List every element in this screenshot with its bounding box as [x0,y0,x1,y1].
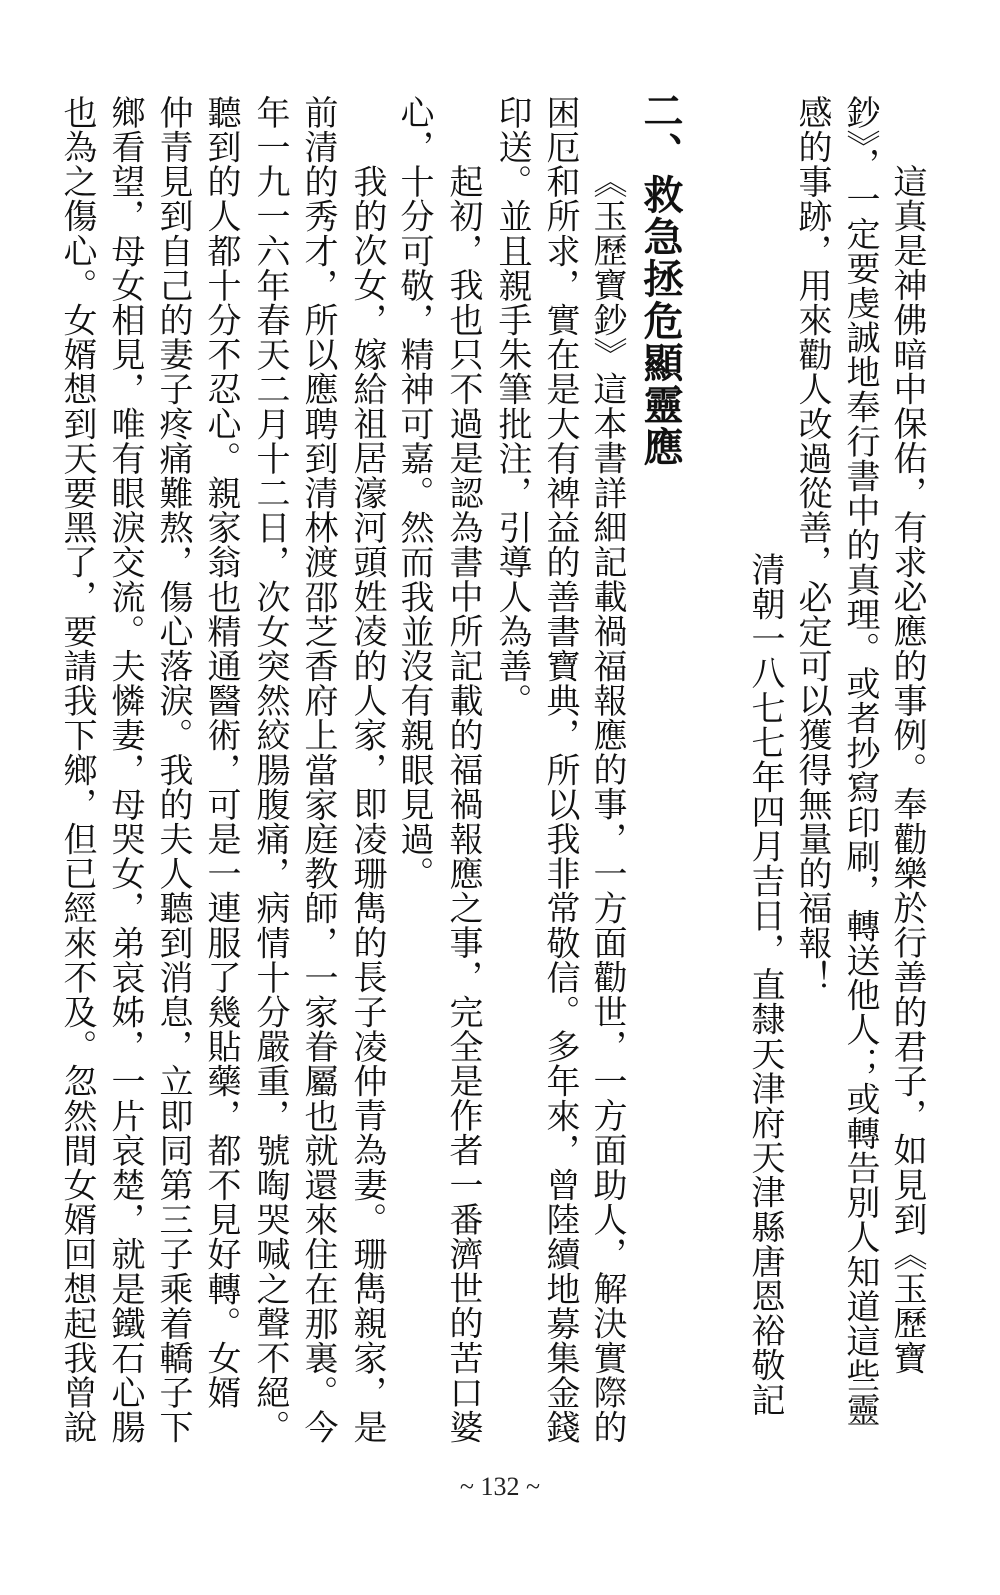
text-column: 這真是神佛暗中保佑，有求必應的事例。奉勸樂於行善的君子，如見到《玉歷寶 [887,164,927,1375]
text-column: 感的事跡，用來勸人改過從善，必定可以獲得無量的福報！ [792,95,832,995]
text-column: 心，十分可敬，精神可嘉。然而我並沒有親眼見過。 [394,95,434,891]
signature-line: 清朝一八七七年四月吉日，直隸天津府天津縣唐恩裕敬記 [745,552,785,1417]
text-column: 我的次女，嫁給祖居濠河頭姓凌的人家，即凌珊雋的長子凌仲青為妻。珊雋親家，是 [347,164,387,1445]
section-heading: 二、救急拯危顯靈應 [637,90,684,468]
page-number: ~ 132 ~ [459,1472,541,1501]
text-column: 鄉看望，母女相見，唯有眼淚交流。夫憐妻，母哭女，弟哀姊，一片哀楚，就是鐵石心腸 [105,95,145,1445]
text-column: 起初，我也只不過是認為書中所記載的福禍報應之事，完全是作者一番濟世的苦口婆 [443,164,483,1445]
text-column: 印送。並且親手朱筆批注，引導人為善。 [492,95,532,718]
text-column: 仲青見到自己的妻子疼痛難熬，傷心落淚。我的夫人聽到消息，立即同第三子乘着轎子下 [153,95,193,1445]
text-column: 鈔》，一定要虔誠地奉行書中的真理。或者抄寫印刷，轉送他人；或轉告別人知道這些靈 [840,95,880,1428]
text-column: 前清的秀才，所以應聘到清林渡邵芝香府上當家庭教師，一家眷屬也就還來住在那裏。今 [298,95,338,1445]
text-column: 《玉歷寶鈔》這本書詳細記載禍福報應的事，一方面勸世，一方面助人，解決實際的 [587,164,627,1445]
text-column: 困厄和所求，實在是大有裨益的善書寶典，所以我非常敬信。多年來，曾陸續地募集金錢 [540,95,580,1445]
text-column: 聽到的人都十分不忍心。親家翁也精通醫術，可是一連服了幾貼藥，都不見好轉。女婿 [201,95,241,1410]
text-column: 也為之傷心。女婿想到天要黑了，要請我下鄉，但已經來不及。忽然間女婿回想起我曾說 [57,95,97,1445]
text-column: 年一九一六年春天二月十二日，次女突然絞腸腹痛，病情十分嚴重，號啕哭喊之聲不絕。 [250,95,290,1445]
